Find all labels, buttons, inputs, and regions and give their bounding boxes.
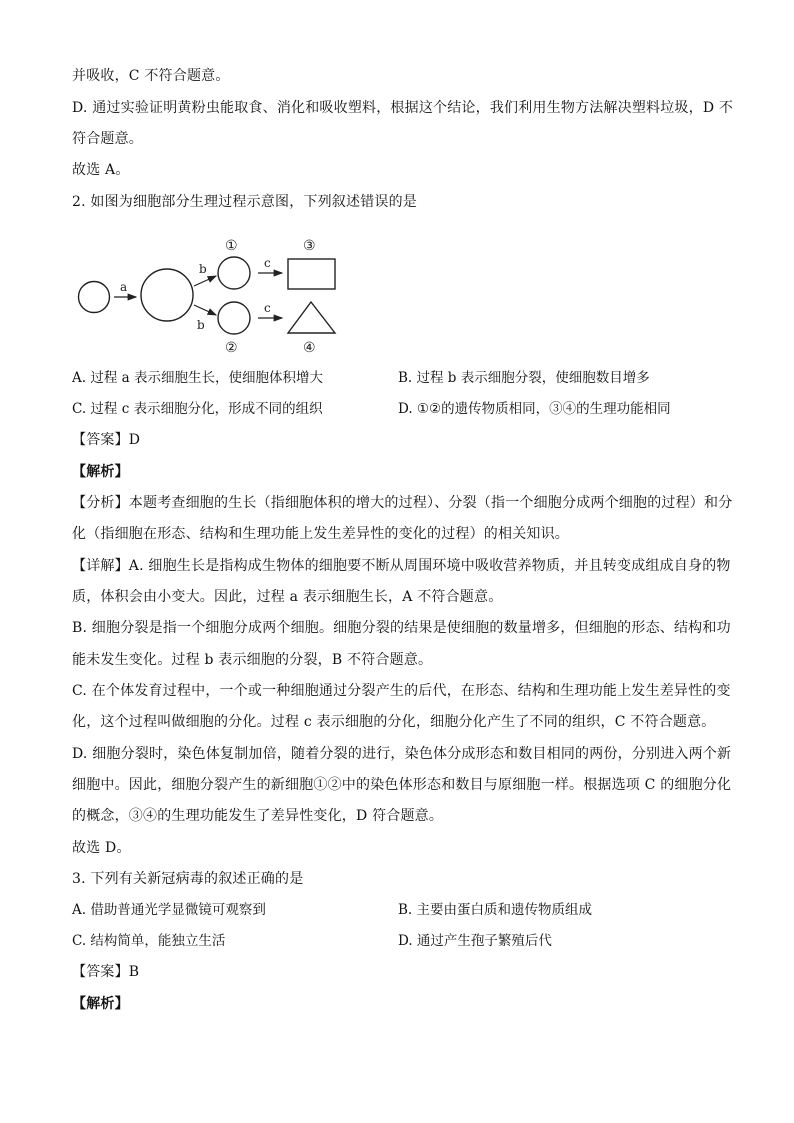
cell-2 [218, 302, 250, 334]
num-1: ① [225, 238, 238, 254]
q3-option-c: C. 结构简单，能独立生活 [72, 933, 226, 949]
q3-answer: 【答案】B [72, 964, 140, 980]
q3-option-d: D. 通过产生孢子繁殖后代 [398, 933, 552, 949]
cell-1 [218, 257, 250, 289]
label-c-top: c [264, 256, 271, 270]
rectangle-tissue [288, 259, 335, 289]
intro-line-3: 符合题意。 [72, 131, 143, 147]
q3-option-a: A. 借助普通光学显微镜可观察到 [72, 902, 266, 918]
q3-analysis-heading: 【解析】 [72, 996, 129, 1012]
q2-analysis-heading: 【解析】 [72, 464, 129, 480]
q2-analysis-line-9: D. 细胞分裂时，染色体复制加倍，随着分裂的进行，染色体分成形态和数目相同的两份，分别进入两个新 [72, 746, 732, 762]
num-2: ② [225, 340, 238, 356]
arrow-b-bottom [194, 305, 216, 315]
cell-process-diagram [70, 232, 350, 358]
grown-cell [141, 269, 193, 321]
intro-line-2: D. 通过实验证明黄粉虫能取食、消化和吸收塑料，根据这个结论，我们利用生物方法解决塑料垃圾，D 不 [72, 100, 734, 116]
q2-analysis-line-7: C. 在个体发育过程中，一个或一种细胞通过分裂产生的后代，在形态、结构和生理功能上发生差异性的变 [72, 683, 731, 699]
label-c-bottom: c [264, 301, 271, 315]
q2-analysis-line-5: B. 细胞分裂是指一个细胞分成两个细胞。细胞分裂的结果是使细胞的数量增多，但细胞的形态、结构和功 [72, 620, 731, 636]
num-3: ③ [303, 238, 316, 254]
q2-option-a: A. 过程 a 表示细胞生长，使细胞体积增大 [72, 370, 323, 386]
q3-option-b: B. 主要由蛋白质和遗传物质组成 [398, 902, 593, 918]
q2-option-b: B. 过程 b 表示细胞分裂，使细胞数目增多 [398, 370, 650, 386]
q2-analysis-line-3: 【详解】A. 细胞生长是指构成生物体的细胞要不断从周围环境中吸收营养物质，并且转变成组成自身的物 [72, 558, 731, 574]
q2-analysis-line-6: 能未发生变化。过程 b 表示细胞的分裂，B 不符合题意。 [72, 652, 433, 668]
intro-line-1: 并吸收，C 不符合题意。 [72, 68, 230, 84]
triangle-tissue [288, 302, 335, 333]
q2-stem: 2. 如图为细胞部分生理过程示意图，下列叙述错误的是 [72, 194, 418, 210]
arrow-b-top [194, 276, 216, 286]
q2-analysis-line-4: 质，体积会由小变大。因此，过程 a 表示细胞生长，A 不符合题意。 [72, 589, 503, 605]
q2-answer: 【答案】D [72, 432, 141, 448]
num-4: ④ [303, 340, 316, 356]
q2-analysis-line-2: 化（指细胞在形态、结构和生理功能上发生差异性的变化的过程）的相关知识。 [72, 526, 569, 542]
label-b-bottom: b [197, 318, 205, 332]
q2-analysis-line-11: 的概念，③④的生理功能发生了差异性变化，D 符合题意。 [72, 808, 444, 824]
label-a: a [120, 280, 128, 294]
q2-choose: 故选 D。 [72, 840, 131, 856]
q2-analysis-line-8: 化，这个过程叫做细胞的分化。过程 c 表示细胞的分化，细胞分化产生了不同的组织，C 不符合题意。 [72, 714, 716, 730]
q2-analysis-line-10: 细胞中。因此，细胞分裂产生的新细胞①②中的染色体形态和数目与原细胞一样。根据选项 C 的细胞分化 [72, 777, 732, 793]
label-b-top: b [199, 262, 207, 276]
q2-analysis-line-1: 【分析】本题考查细胞的生长（指细胞体积的增大的过程）、分裂（指一个细胞分成两个细胞的过程）和分 [72, 495, 733, 511]
q3-stem: 3. 下列有关新冠病毒的叙述正确的是 [72, 871, 304, 887]
intro-choose: 故选 A。 [72, 162, 130, 178]
q2-option-c: C. 过程 c 表示细胞分化，形成不同的组织 [72, 401, 323, 417]
original-cell [79, 282, 110, 313]
q2-option-d: D. ①②的遗传物质相同，③④的生理功能相同 [398, 401, 671, 417]
